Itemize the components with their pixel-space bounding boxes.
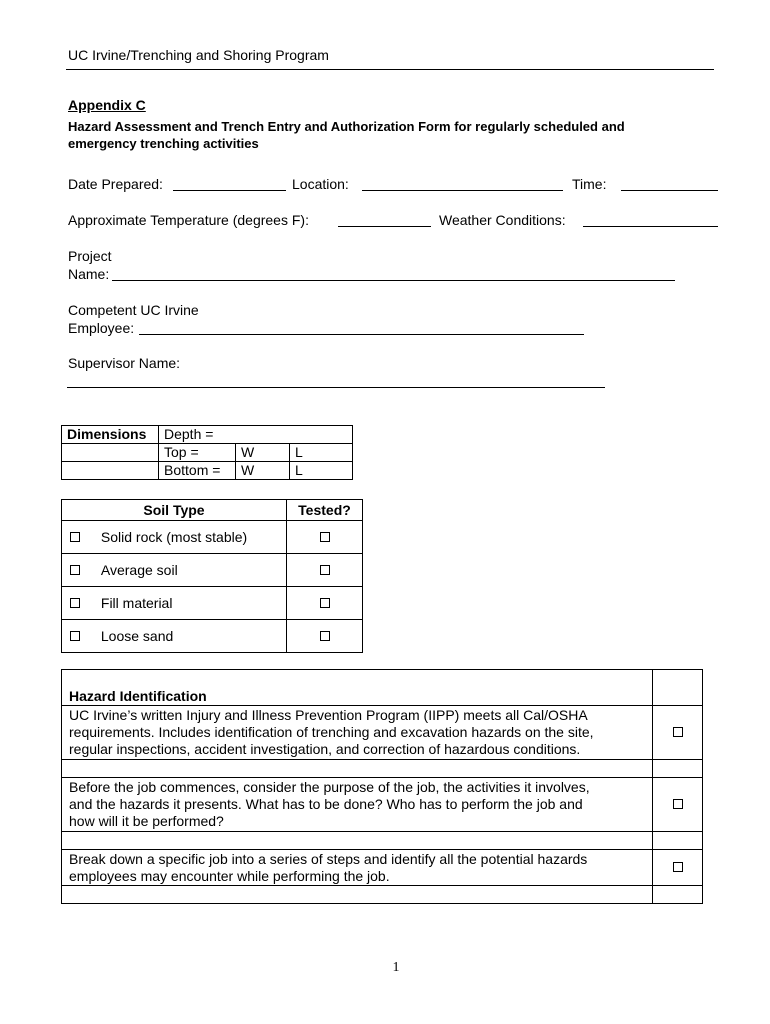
tested-checkbox[interactable] [320,631,330,641]
appendix-title: Appendix C [68,97,146,113]
hazard-item-text-line: and the hazards it presents. What has to be done? Who has to perform the job and [69,796,583,812]
time-field[interactable] [621,190,718,191]
project-name-field[interactable] [112,280,675,281]
soil-checkbox[interactable] [70,565,80,575]
temperature-label: Approximate Temperature (degrees F): [68,212,309,228]
hazard-identification-header: Hazard Identification [62,670,653,706]
hazard-item-text-line: UC Irvine’s written Injury and Illness Prevention Program (IIPP) meets all Cal/OSHA [69,707,588,723]
soil-type-label: Fill material [100,595,173,611]
soil-type-table [61,499,363,653]
hazard-item-text-line: how will it be performed? [69,813,224,829]
header-rule [66,69,714,70]
soil-row [62,554,363,587]
hazard-checkbox[interactable] [673,862,683,872]
hazard-item-row [62,778,703,832]
supervisor-label: Supervisor Name: [68,355,181,371]
weather-field[interactable] [583,226,718,227]
hazard-checkbox[interactable] [673,799,683,809]
appendix-subtitle-line2: emergency trenching activities [68,136,259,151]
bottom-label: Bottom = [159,462,236,480]
soil-row [62,521,363,554]
date-prepared-label: Date Prepared: [68,176,163,192]
top-label: Top = [159,444,236,462]
project-name-label-line2: Name: [68,266,110,282]
hazard-checkbox[interactable] [673,727,683,737]
hazard-item-text-line: Before the job commences, consider the purpose of the job, the activities it involves, [69,779,590,795]
hazard-spacer-row [62,760,703,778]
competent-employee-label-line1: Competent UC Irvine [68,302,199,318]
soil-checkbox[interactable] [70,631,80,641]
location-label: Location: [292,176,349,192]
weather-label: Weather Conditions: [439,212,566,228]
hazard-item-row [62,850,703,886]
hazard-item-text-line: regular inspections, accident investigation, and correction of hazardous conditions. [69,741,581,757]
bottom-w-label[interactable]: W [236,462,290,480]
top-l-label[interactable]: L [290,444,353,462]
supervisor-field[interactable] [67,387,605,388]
hazard-item-row [62,706,703,760]
tested-checkbox[interactable] [320,565,330,575]
tested-header: Tested? [287,500,363,521]
page-number: 1 [392,960,400,975]
time-label: Time: [572,176,607,192]
soil-type-header: Soil Type [62,500,287,521]
top-w-label[interactable]: W [236,444,290,462]
appendix-subtitle-line1: Hazard Assessment and Trench Entry and Authorization Form for regularly scheduled and [68,119,625,134]
location-field[interactable] [362,190,563,191]
soil-type-label: Average soil [100,562,178,578]
competent-employee-label-line2: Employee: [68,320,135,336]
soil-checkbox[interactable] [70,532,80,542]
tested-checkbox[interactable] [320,598,330,608]
dimensions-empty-cell [62,462,159,480]
hazard-item-text-line: requirements. Includes identification of trenching and excavation hazards on the site, [69,724,594,740]
soil-row [62,620,363,653]
soil-type-label: Solid rock (most stable) [100,529,248,545]
depth-label[interactable]: Depth = [159,426,353,444]
date-prepared-field[interactable] [173,190,286,191]
competent-employee-field[interactable] [139,334,584,335]
soil-row [62,587,363,620]
hazard-identification-table [61,669,703,904]
tested-checkbox[interactable] [320,532,330,542]
bottom-l-label[interactable]: L [290,462,353,480]
hazard-header-check-cell [653,670,703,706]
hazard-spacer-row [62,886,703,904]
dimensions-header: Dimensions [62,426,159,444]
soil-type-label: Loose sand [100,628,174,644]
temperature-field[interactable] [338,226,431,227]
dimensions-table [61,425,353,480]
hazard-spacer-row [62,832,703,850]
hazard-item-text-line: Break down a specific job into a series of steps and identify all the potential hazards [69,850,588,867]
soil-checkbox[interactable] [70,598,80,608]
dimensions-empty-cell [62,444,159,462]
project-name-label-line1: Project [68,248,112,264]
hazard-item-text-line: employees may encounter while performing the job. [69,867,390,884]
program-title: UC Irvine/Trenching and Shoring Program [68,47,329,63]
